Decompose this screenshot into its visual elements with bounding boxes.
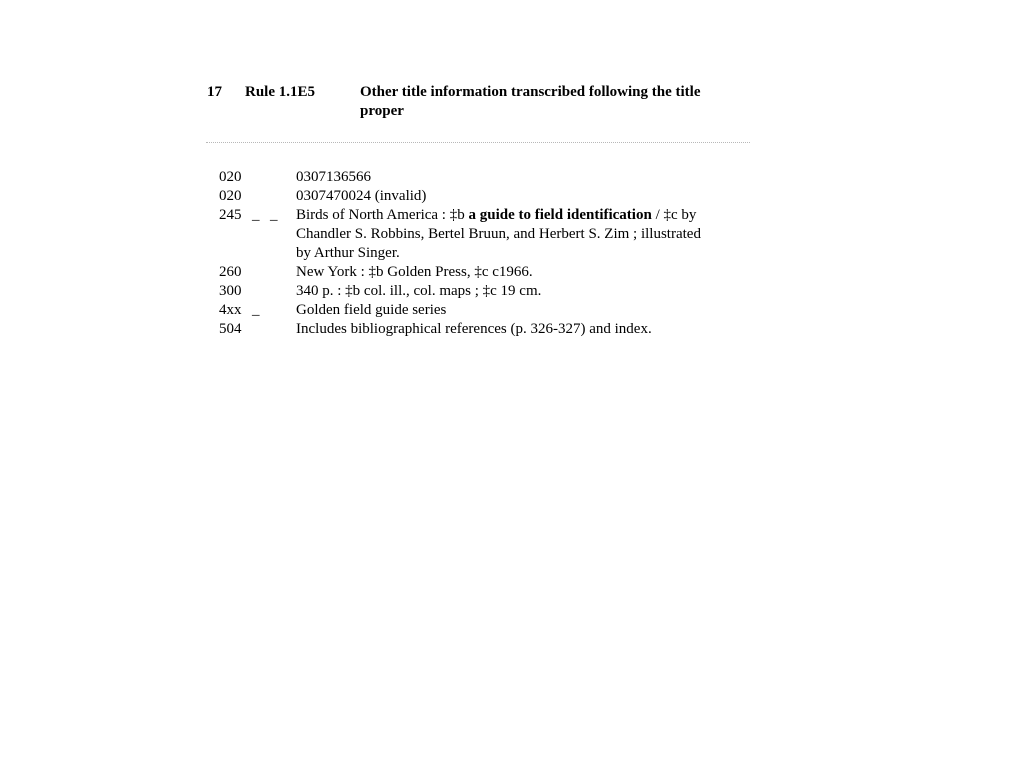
field-content: Includes bibliographical references (p. 326-327) and index. xyxy=(296,321,652,337)
field-300 xyxy=(219,282,701,301)
example-number: 17 xyxy=(207,84,222,100)
field-tag: 260 xyxy=(219,264,242,280)
rule-number: Rule 1.1E5 xyxy=(245,84,316,100)
title-proper: Birds of North America : ‡b xyxy=(296,207,469,223)
field-245 xyxy=(219,206,701,263)
other-title-information: a guide to field identification xyxy=(468,207,652,223)
indicator-1: _ xyxy=(252,207,260,223)
statement-of-responsibility: / ‡c by Chandler S. Robbins, Bertel Bruun, and Herbert S. Zim ; illustrated by Arthur Singer. xyxy=(296,207,701,261)
field-tag: 020 xyxy=(219,188,242,204)
field-content xyxy=(296,206,701,263)
field-content: Golden field guide series xyxy=(296,302,447,318)
field-260 xyxy=(219,263,701,282)
field-content: 340 p. : ‡b col. ill., col. maps ; ‡c 19 cm. xyxy=(296,283,542,299)
field-504 xyxy=(219,320,701,339)
field-tag: 020 xyxy=(219,169,242,185)
field-020-b xyxy=(219,187,701,206)
field-tag: 4xx xyxy=(219,302,242,318)
field-tag: 300 xyxy=(219,283,242,299)
indicator-2: _ xyxy=(270,207,278,223)
field-020-a xyxy=(219,168,701,187)
example-title: Other title information transcribed following the title proper xyxy=(360,84,701,119)
field-4xx xyxy=(219,301,701,320)
field-content: 0307470024 (invalid) xyxy=(296,188,427,204)
field-content: 0307136566 xyxy=(296,169,371,185)
divider xyxy=(206,142,750,143)
field-content: New York : ‡b Golden Press, ‡c c1966. xyxy=(296,264,533,280)
field-tag: 504 xyxy=(219,321,242,337)
marc-record xyxy=(219,168,701,339)
indicator-1: _ xyxy=(252,302,260,318)
field-tag: 245 xyxy=(219,207,242,223)
